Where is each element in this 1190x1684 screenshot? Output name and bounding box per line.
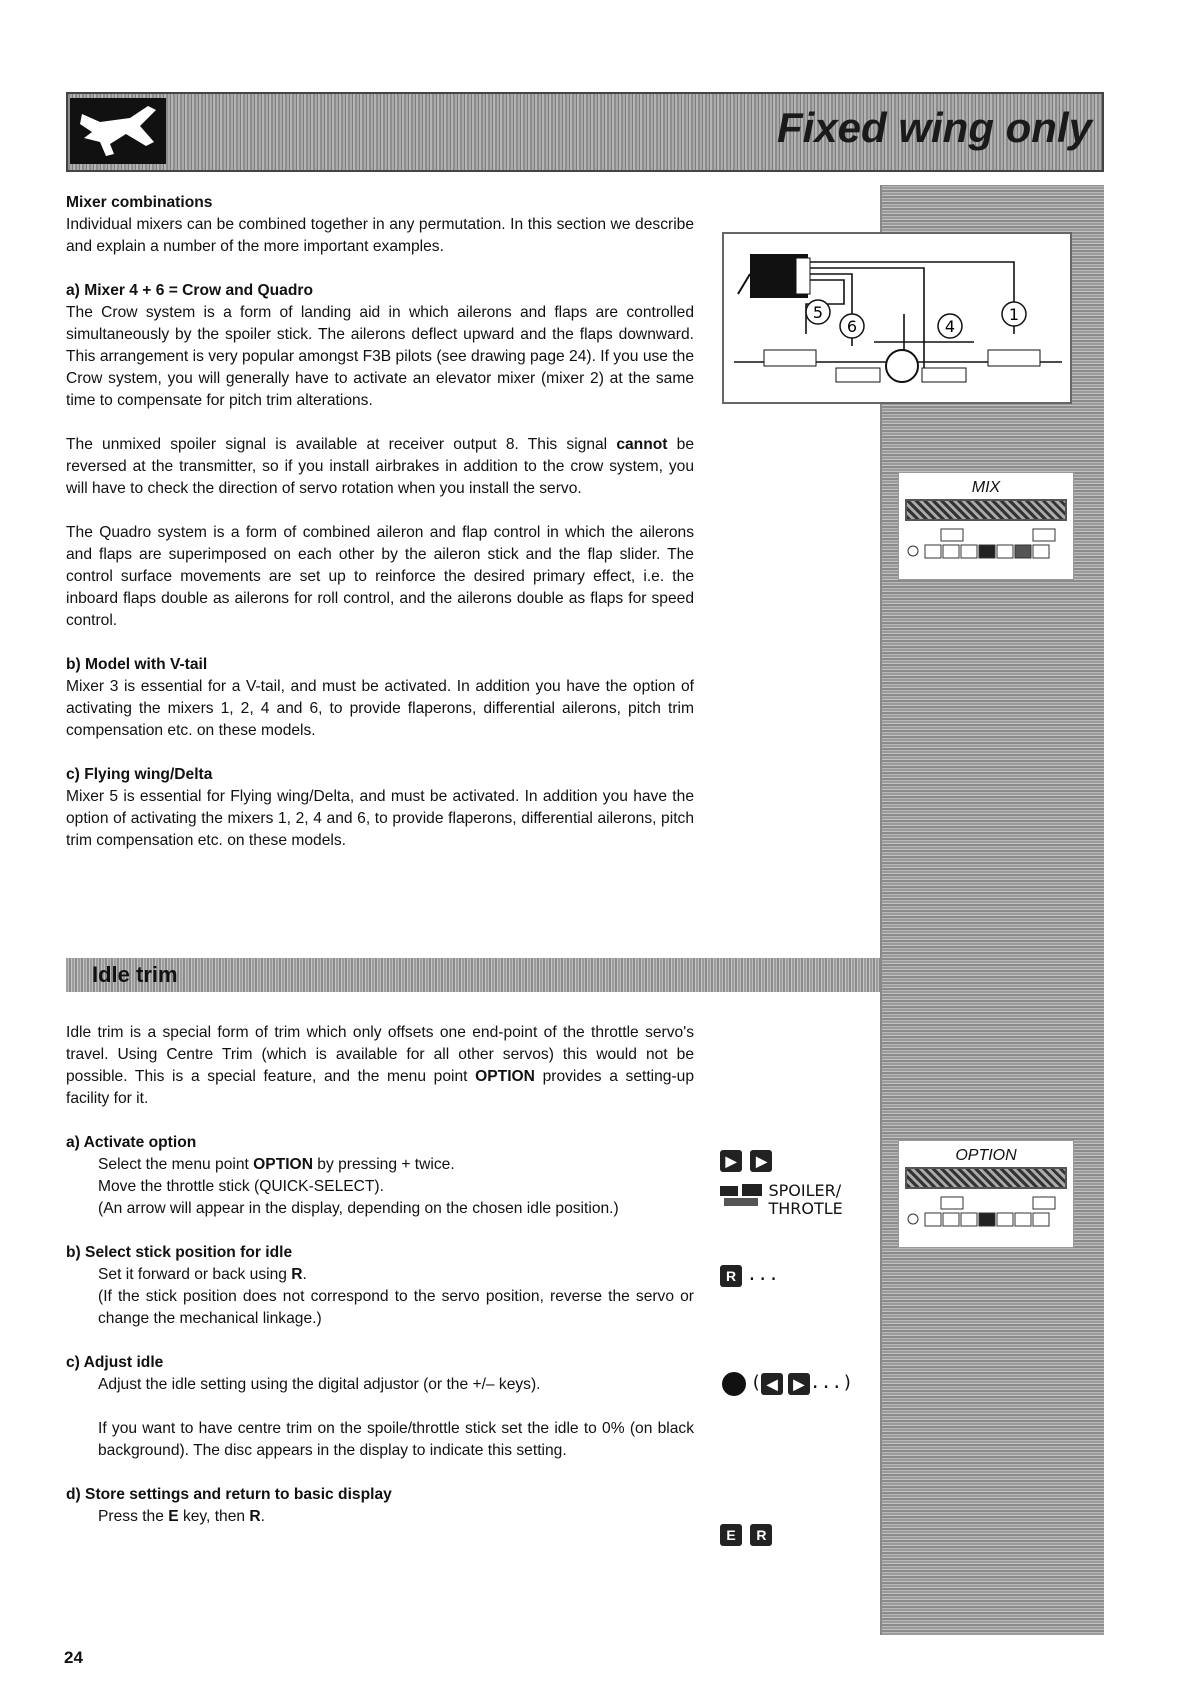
- minus-key-icon: ◀: [761, 1373, 783, 1395]
- mix-display-label: MIX: [971, 479, 1001, 496]
- next-keys: [720, 1150, 772, 1172]
- option-display-panel: [898, 1140, 1074, 1248]
- r-key: R: [750, 1524, 772, 1546]
- mixer-a-p1: The Crow system is a form of landing aid in which ailerons and flaps are controlled simultaneously by the spoiler stick. The ailerons deflect upward and the flaps downward. This arrangement is very popular amongst F3B pilots (see drawing page 24). If you use the Crow system, you will generally have to activate an elevator mixer (mixer 2) at the same time to compensate for pitch trim alterations.: [66, 304, 694, 409]
- idle-a-line3: (An arrow will appear in the display, depending on the chosen idle position.): [98, 1200, 619, 1217]
- stick-icon: [720, 1182, 764, 1210]
- idle-a-heading: a) Activate option: [66, 1134, 197, 1151]
- next-key-icon: ▶: [750, 1150, 772, 1172]
- diagram-label-4: 4: [944, 317, 956, 336]
- section-bar-idle-trim: [66, 958, 880, 992]
- diagram-label-1: 1: [1008, 305, 1020, 324]
- idle-b-line1: Set it forward or back using R.: [98, 1266, 307, 1283]
- idle-c-heading: c) Adjust idle: [66, 1354, 164, 1371]
- mix-display-screen: [905, 499, 1067, 521]
- idle-d-line1: Press the E key, then R.: [98, 1508, 266, 1525]
- idle-a-line2: Move the throttle stick (QUICK-SELECT).: [98, 1178, 384, 1195]
- mixer-b-text: Mixer 3 is essential for a V-tail, and must be activated. In addition you have the option of activating the mixers 1, 2, 4 and 6, to provide flaperons, differential ailerons, pitch trim compensation etc. on these models.: [66, 678, 694, 739]
- spoiler-throttle-hint: [720, 1182, 850, 1219]
- mixer-c-heading: c) Flying wing/Delta: [66, 766, 213, 783]
- idle-d-heading: d) Store settings and return to basic display: [66, 1486, 392, 1503]
- spoiler-label: SPOILER/: [768, 1181, 842, 1200]
- option-display-screen: [905, 1167, 1067, 1189]
- mix-display-icons: [905, 527, 1067, 557]
- plus-key-icon: ▶: [788, 1373, 810, 1395]
- idle-a-line1: Select the menu point OPTION by pressing + twice.: [98, 1156, 455, 1173]
- idle-b-line2: (If the stick position does not correspond to the servo position, reverse the servo or change the mechanical linkage.): [98, 1288, 694, 1327]
- r-key-hint: [720, 1264, 779, 1287]
- mixer-b-heading: b) Model with V-tail: [66, 656, 208, 673]
- mixer-section: [66, 192, 694, 852]
- idle-intro: Idle trim is a special form of trim which only offsets one end-point of the throttle servo's travel. Using Centre Trim (which is available for all other servos) this would not be possible. This is a special feature, and the menu point OPTION provides a setting-up facility for it.: [66, 1024, 694, 1107]
- idle-section: [66, 1022, 694, 1528]
- mixer-c-text: Mixer 5 is essential for Flying wing/Delta, and must be activated. In addition you have the option of activating the mixers 1, 2, 4 and 6, to provide flaperons, differential ailerons, pitch trim compensation etc. on these models.: [66, 788, 694, 849]
- adjustor-hint: ( ◀ ▶ ...): [722, 1372, 853, 1396]
- next-key-icon: ▶: [720, 1150, 742, 1172]
- e-key: E: [720, 1524, 742, 1546]
- option-display-label: OPTION: [955, 1147, 1017, 1164]
- idle-b-heading: b) Select stick position for idle: [66, 1244, 293, 1261]
- mixer-a-heading: a) Mixer 4 + 6 = Crow and Quadro: [66, 282, 313, 299]
- diagram-label-6: 6: [846, 317, 858, 336]
- digital-adjustor-icon: [722, 1372, 746, 1396]
- mixer-wiring-diagram: [722, 232, 1072, 404]
- mixer-intro: Individual mixers can be combined together in any permutation. In this section we describe and explain a number of the more important examples.: [66, 216, 694, 255]
- idle-c-line2: If you want to have centre trim on the spoile/throttle stick set the idle to 0% (on black background). The disc appears in the display to indicate this setting.: [98, 1420, 694, 1459]
- option-display-icons: [905, 1195, 1067, 1225]
- r-key: R: [720, 1265, 742, 1287]
- page-number: 24: [64, 1648, 83, 1667]
- mix-display-panel: [898, 472, 1074, 580]
- mixer-heading: Mixer combinations: [66, 194, 213, 211]
- mixer-a-p3: The Quadro system is a form of combined aileron and flap control in which the ailerons and flaps are superimposed on each other by the aileron stick and the flap slider. The control surface movements are set up to reinforce the desired primary effect, i.e. the inboard flaps double as ailerons for roll control, and the ailerons double as flaps for speed control.: [66, 524, 694, 629]
- throttle-label: THROTLE: [768, 1199, 843, 1218]
- store-keys-hint: [720, 1524, 772, 1546]
- diagram-label-5: 5: [812, 303, 824, 322]
- idle-c-line1: Adjust the idle setting using the digital adjustor (or the +/– keys).: [98, 1376, 541, 1393]
- idle-trim-heading: Idle trim: [92, 962, 178, 987]
- page-title: Fixed wing only: [776, 104, 1092, 151]
- mixer-a-p2: The unmixed spoiler signal is available at receiver output 8. This signal cannot be reversed at the transmitter, so if you install airbrakes in addition to the crow system, you will have to check the direction of servo rotation when you install the servo.: [66, 436, 694, 497]
- ellipsis: ...: [746, 1264, 779, 1285]
- airplane-icon: [70, 98, 166, 164]
